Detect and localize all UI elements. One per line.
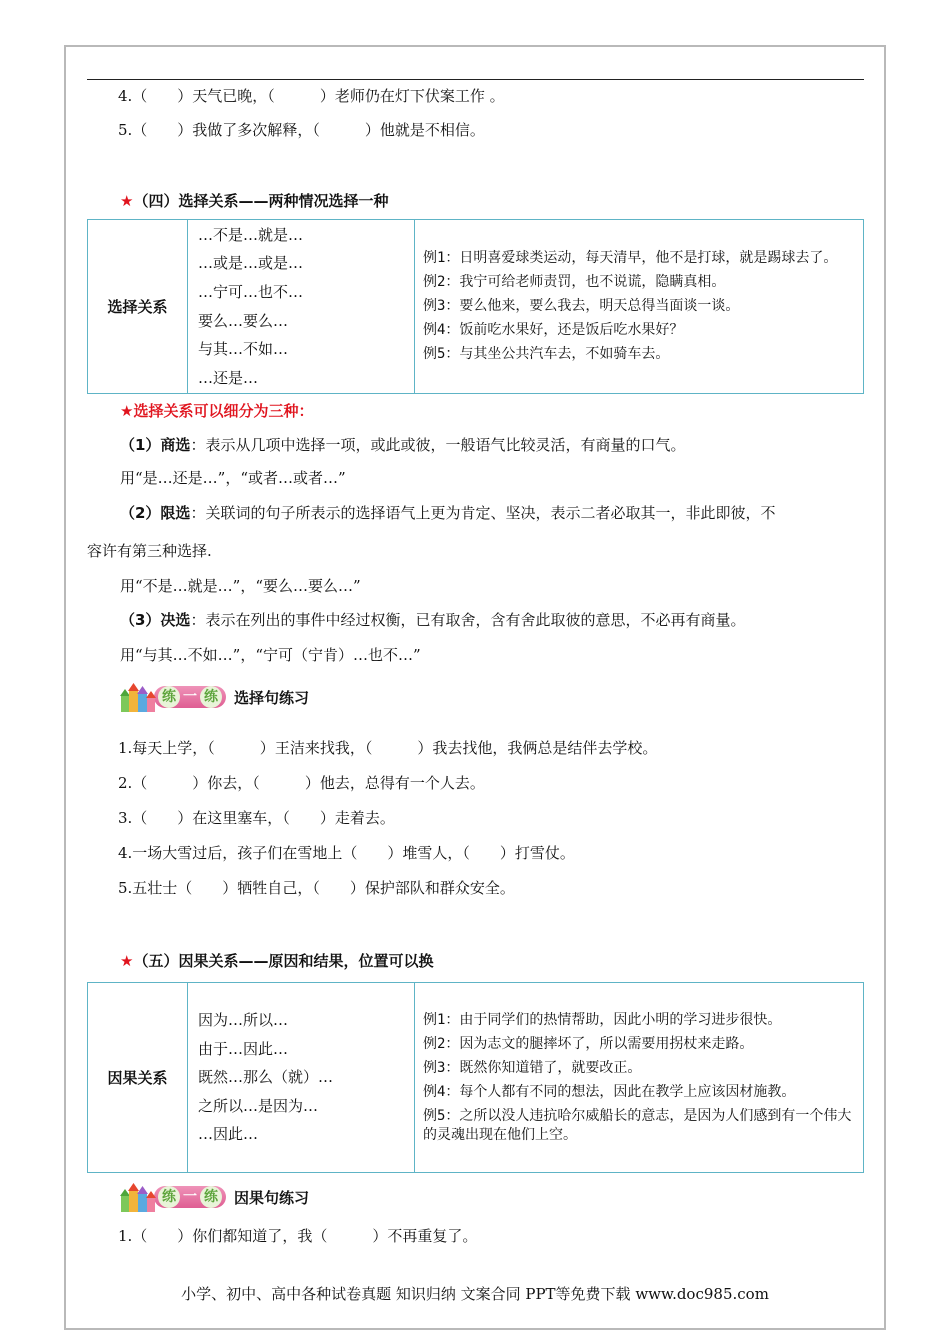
exercise-line-5: 5.（ ）我做了多次解释，（ ）他就是不相信。 [118, 121, 485, 139]
conjunction: …或是…或是… [198, 254, 304, 273]
conjunction: …因此… [198, 1125, 259, 1144]
example: 例1：日明喜爱球类运动，每天清早，他不是打球，就是踢球去了。 [423, 250, 838, 266]
exercise-line-4: 4.（ ）天气已晚，（ ）老师仍在灯下伏案工作 。 [118, 87, 505, 105]
practice-item: 4.一场大雪过后，孩子们在雪地上（ ）堆雪人，（ ）打雪仗。 [118, 844, 575, 862]
practice-item: 1.每天上学，（ ）王洁来找我，（ ）我去找他，我俩总是结伴去学校。 [118, 739, 658, 757]
star-icon: ★ [120, 192, 134, 210]
limited-choice-paragraph: （2）限选：关联词的句子所表示的选择语气上更为肯定、坚决，表示二者必取其一，非此即彼，不 [120, 504, 776, 522]
example: 例4：每个人都有不同的想法，因此在教学上应该因材施教。 [423, 1083, 796, 1100]
consult-choice-usage: 用“是…还是…”，“或者…或者…” [120, 469, 346, 487]
conjunction: 既然…那么（就）… [198, 1068, 334, 1087]
example: 例4：饭前吃水果好，还是饭后吃水果好？ [423, 322, 684, 338]
relation-name: 因果关系 [88, 983, 188, 1173]
decisive-choice-usage: 用“与其…不如…”，“宁可（宁肯）…也不…” [120, 646, 421, 664]
conjunction: …不是…就是… [198, 225, 304, 244]
example: 例5：与其坐公共汽车去，不如骑车去。 [423, 346, 670, 362]
section4-heading [120, 191, 388, 211]
practice-item: 2.（ ）你去，（ ）他去，总得有一个人去。 [118, 774, 485, 792]
limited-choice-usage: 用“不是…就是…”，“要么…要么…” [120, 577, 361, 595]
example-list [415, 220, 864, 394]
decisive-choice-paragraph: （3）决选：表示在列出的事件中经过权衡，已有取舍，含有舍此取彼的意思，不必再有商量。 [120, 611, 746, 629]
star-icon: ★ [120, 952, 134, 970]
subdivide-heading: ★选择关系可以细分为三种： [120, 402, 314, 420]
practice-pill: 练 一 练 [154, 686, 226, 708]
practice-item: 3.（ ）在这里塞车，（ ）走着去。 [118, 809, 395, 827]
conjunction: 因为…所以… [198, 1011, 289, 1030]
practice-badge [120, 682, 309, 712]
conjunction: 与其…不如… [198, 340, 289, 359]
example: 例3：既然你知道错了，就要改正。 [423, 1059, 642, 1076]
conjunction: 由于…因此… [198, 1039, 289, 1058]
practice-title: 选择句练习 [234, 688, 310, 707]
causal-relation-table [87, 982, 864, 1173]
practice-title: 因果句练习 [234, 1188, 310, 1207]
conjunction-list [188, 983, 415, 1173]
conjunction: 之所以…是因为… [198, 1096, 319, 1115]
choice-relation-table [87, 219, 864, 394]
practice-pill: 练 一 练 [154, 1186, 226, 1208]
page-footer: 小学、初中、高中各种试卷真题 知识归纳 文案合同 PPT等免费下载 www.doc985.com [181, 1285, 769, 1303]
practice-item: 5.五壮士（ ）牺牲自己，（ ）保护部队和群众安全。 [118, 879, 515, 897]
conjunction: 要么…要么… [198, 311, 289, 330]
example: 例5：之所以没人违抗哈尔威船长的意志，是因为人们感到有一个伟大的灵魂出现在他们上空。 [423, 1107, 852, 1143]
example: 例2：因为志文的腿摔坏了，所以需要用拐杖来走路。 [423, 1035, 754, 1052]
conjunction: …还是… [198, 368, 259, 387]
section5-heading [120, 951, 433, 971]
example: 例3：要么他来，要么我去，明天总得当面谈一谈。 [423, 298, 740, 314]
practice-badge [120, 1182, 309, 1212]
houses-icon [120, 682, 158, 712]
header-rule [87, 79, 864, 80]
relation-name: 选择关系 [88, 220, 188, 394]
example: 例1：由于同学们的热情帮助，因此小明的学习进步很快。 [423, 1011, 782, 1028]
section5-title: （五）因果关系——原因和结果，位置可以换 [133, 952, 434, 970]
example: 例2：我宁可给老师责罚，也不说谎，隐瞒真相。 [423, 274, 726, 290]
example-list [415, 983, 864, 1173]
conjunction: …宁可…也不… [198, 282, 304, 301]
houses-icon [120, 1182, 158, 1212]
consult-choice-paragraph: （1）商选：表示从几项中选择一项，或此或彼，一般语气比较灵活，有商量的口气。 [120, 436, 686, 454]
section4-title: （四）选择关系——两种情况选择一种 [133, 192, 389, 210]
limited-choice-continued: 容许有第三种选择. [87, 542, 212, 560]
conjunction-list [188, 220, 415, 394]
practice-item: 1.（ ）你们都知道了，我（ ）不再重复了。 [118, 1227, 478, 1245]
